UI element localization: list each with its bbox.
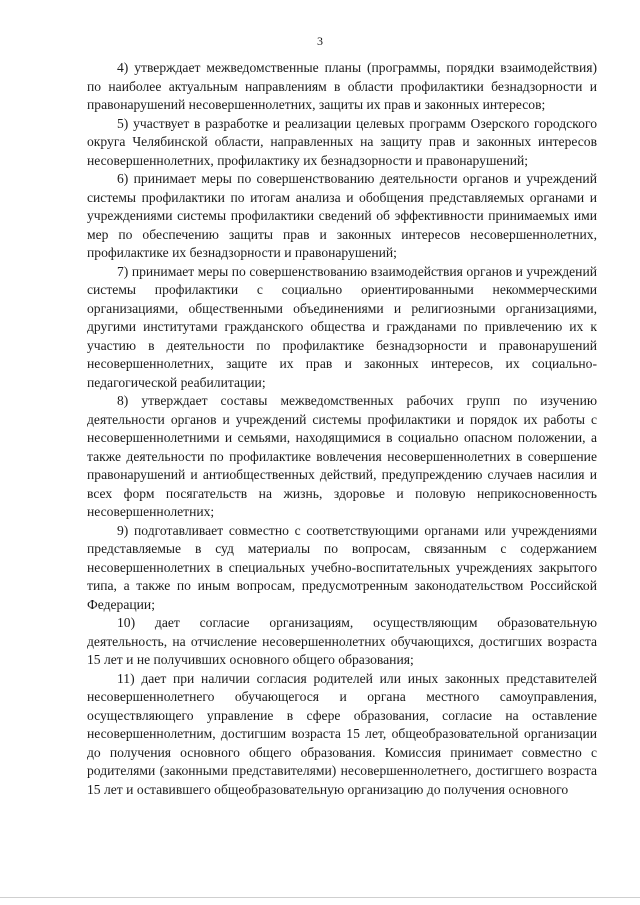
paragraph-item-4: 4) утверждает межведомственные планы (программы, порядки взаимодействия) по наиболее актуальным направлениям в области профилактики безнадзорности и правонарушений несовершеннолетних, защиты их прав и законных интересов; — [87, 60, 597, 112]
page-bottom-edge — [0, 897, 640, 898]
paragraph-item-7: 7) принимает меры по совершенствованию взаимодействия органов и учреждений системы профилактики с социально ориентированными некоммерческими организациями, общественными объединениями и религиозными организациями, другими институтами гражданского общества и гражданами по привлечению их к участию в деятельности по профилактике безнадзорности и правонарушений несовершеннолетних, защите их прав и законных интересов, их социально-педагогической реабилитации; — [87, 263, 597, 390]
document-body — [87, 59, 597, 799]
paragraph-item-6: 6) принимает меры по совершенствованию деятельности органов и учреждений системы профилактики по итогам анализа и обобщения представляемых органами и учреждениями системы профилактики сведений об эффективности принимаемых ими мер по обеспечению защиты прав и законных интересов несовершеннолетних, профилактике их безнадзорности и правонарушений; — [87, 171, 597, 260]
paragraph-item-9: 9) подготавливает совместно с соответствующими органами или учреждениями представляемые в суд материалы по вопросам, связанным с содержанием несовершеннолетних в специальных учебно-воспитательных учреждениях закрытого типа, а также по иным вопросам, предусмотренным законодательством Российской Федерации; — [87, 522, 597, 612]
page-number: 3 — [317, 34, 323, 48]
paragraph-item-8: 8) утверждает составы межведомственных рабочих групп по изучению деятельности органов и учреждений системы профилактики и порядок их работы с несовершеннолетними и семьями, находящимися в социально опасном положении, а также деятельности по профилактике вовлечения несовершеннолетних в совершение правонарушений и антиобщественных действий, предупреждению случаев насилия и всех форм посягательств на жизнь, здоровье и половую неприкосновенность несовершеннолетних; — [87, 393, 597, 519]
paragraph-item-5: 5) участвует в разработке и реализации целевых программ Озерского городского округа Челябинской области, направленных на защиту прав и законных интересов несовершеннолетних, профилактику их безнадзорности и правонарушений; — [87, 115, 597, 168]
paragraph-item-11: 11) дает при наличии согласия родителей или иных законных представителей несовершеннолетнего обучающегося и органа местного самоуправления, осуществляющего управление в сфере образования, согласие на оставление несовершеннолетним, достигшим возраста 15 лет, общеобразовательной организации до получения основного общего образования. Комиссия принимает совместно с родителями (законными представителями) несовершеннолетнего, достигшего возраста 15 лет и оставившего общеобразовательную организацию до получения основного — [87, 670, 597, 797]
paragraph-item-10: 10) дает согласие организациям, осуществляющим образовательную деятельность, на отчисление несовершеннолетних обучающихся, достигших возраста 15 лет и не получивших основного общего образования; — [87, 615, 597, 667]
